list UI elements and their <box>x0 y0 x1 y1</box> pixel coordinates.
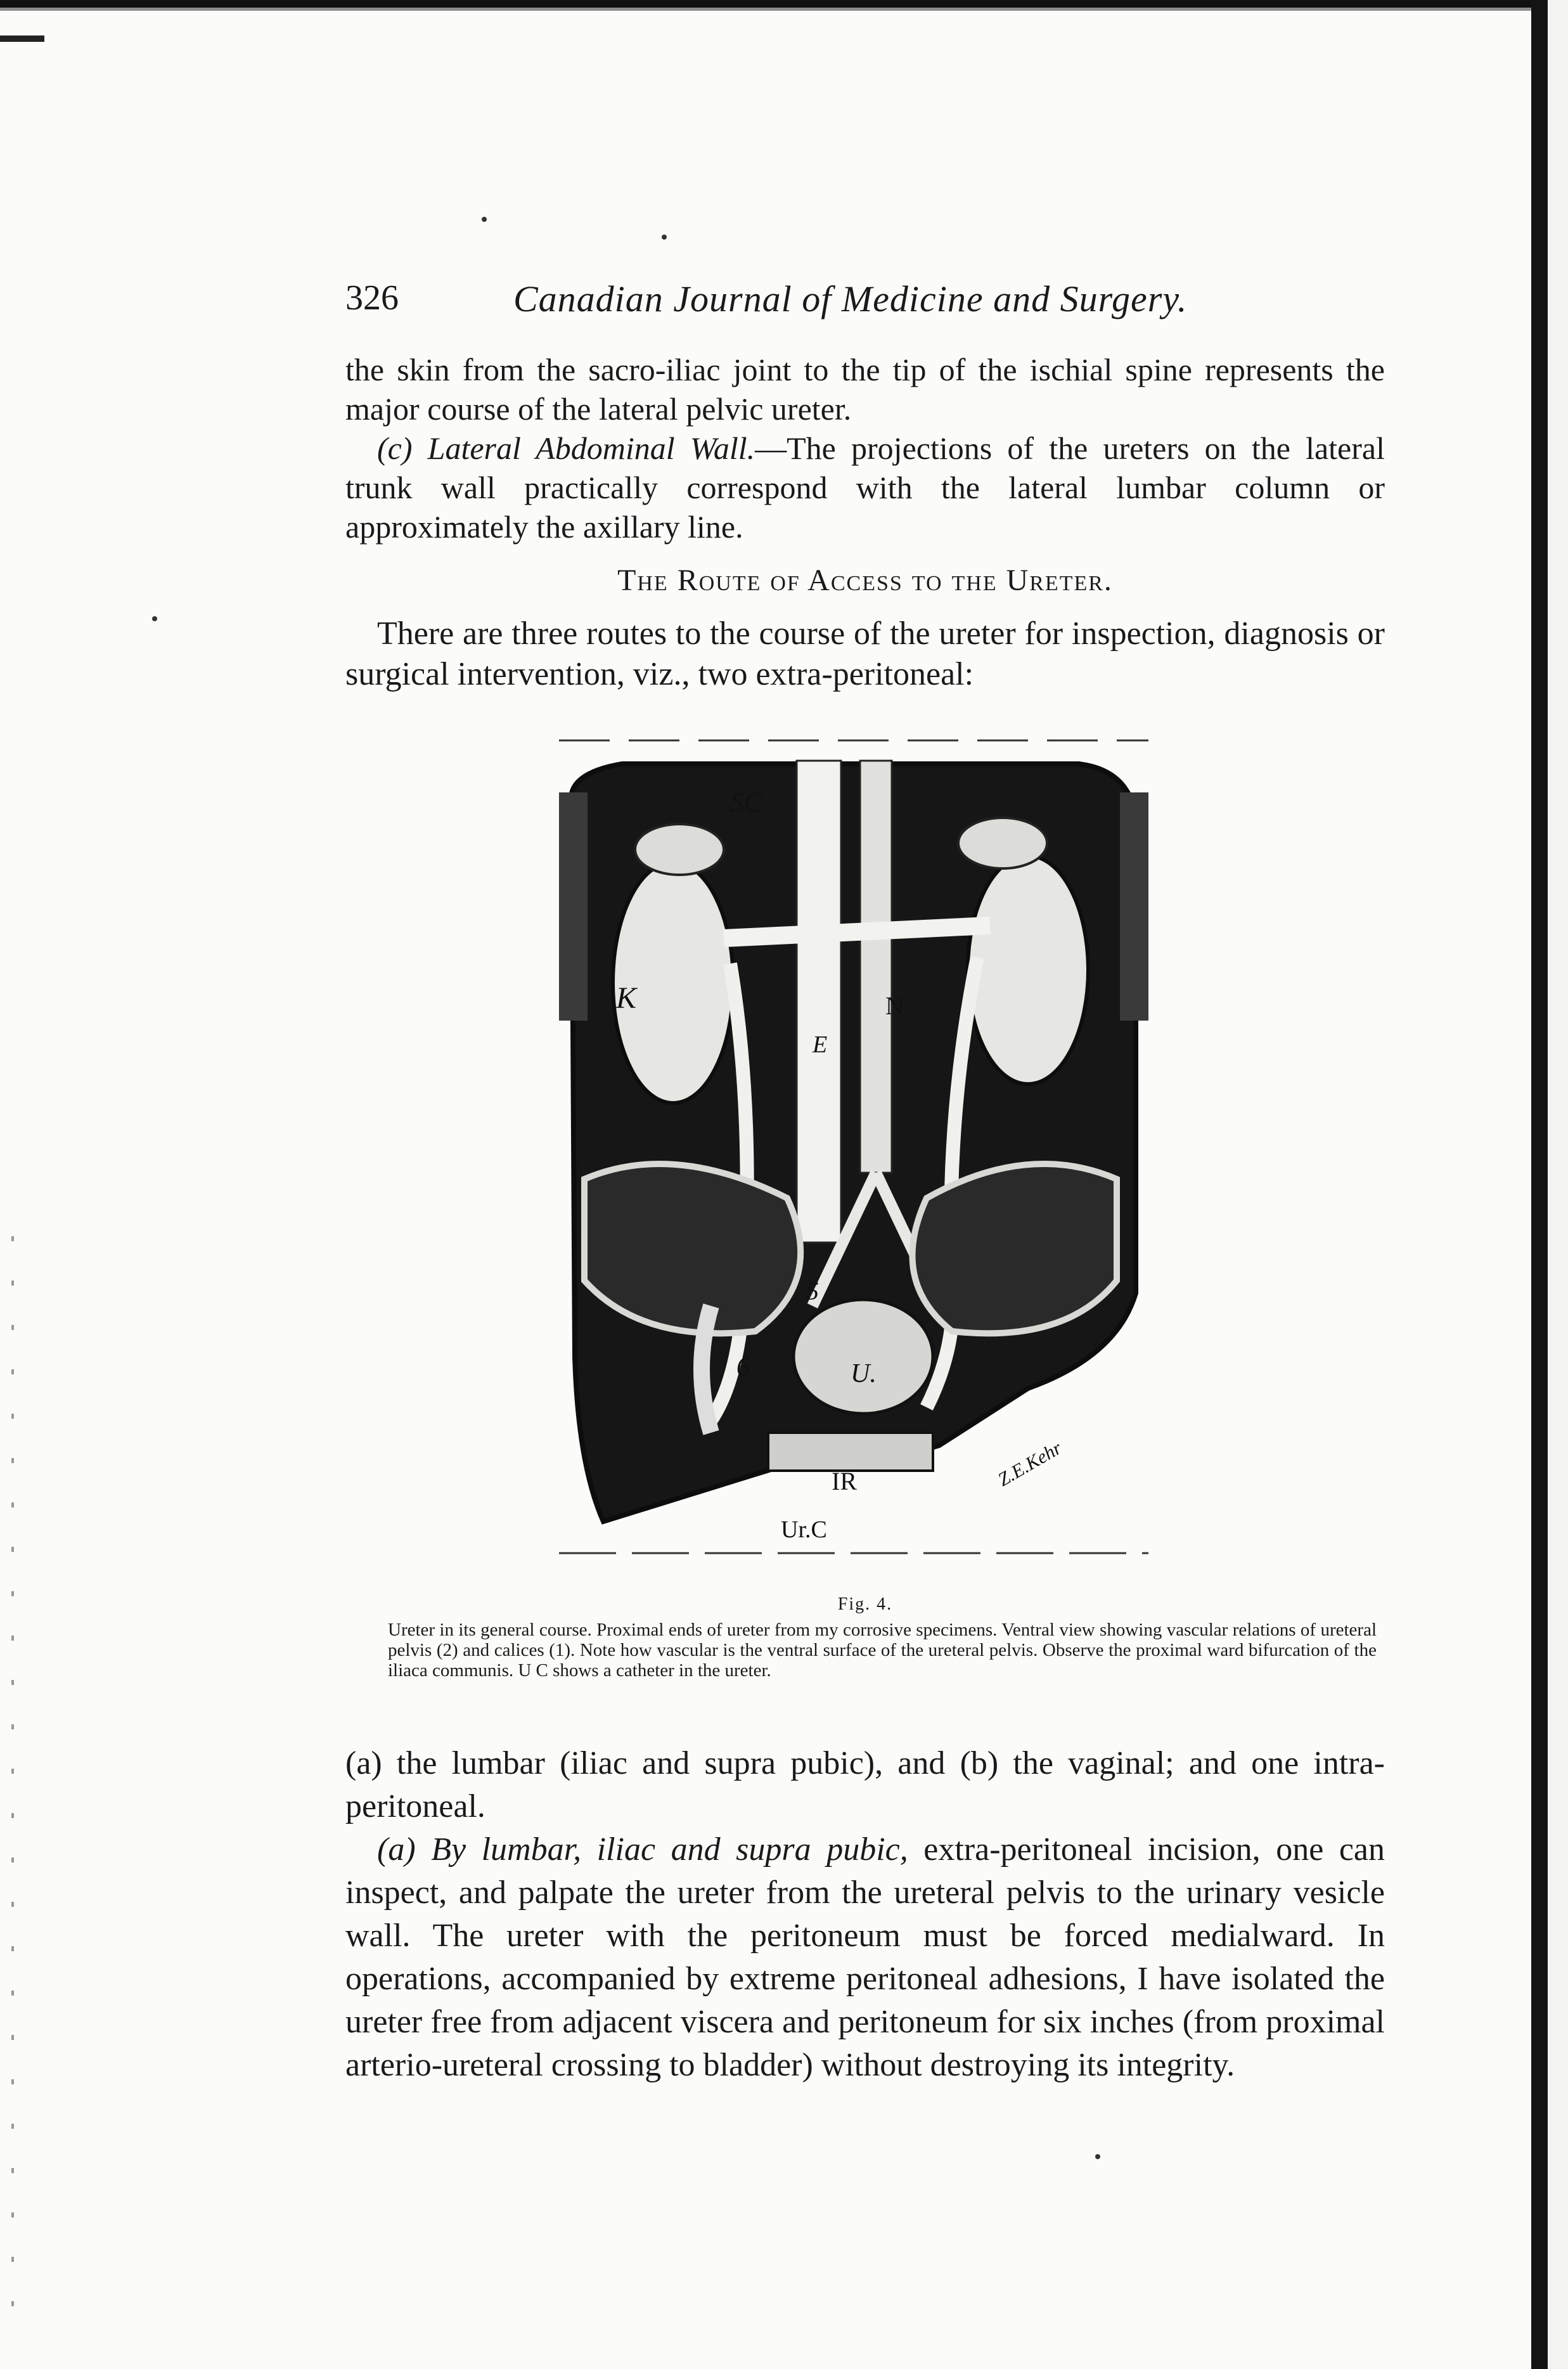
continued-paragraph: the skin from the sacro-iliac joint to the tip of the ischial spine represents the major course of the lateral pelvic ureter. <box>345 352 1385 427</box>
scan-gutter-marks <box>11 1236 14 2346</box>
scan-edge-shadow <box>0 8 1568 11</box>
scan-speck <box>662 235 667 240</box>
artist-signature: Z.E.Kehr <box>994 1437 1065 1491</box>
paragraph-c <box>345 429 1385 546</box>
intro-paragraph-text: There are three routes to the course of the ureter for inspection, diagnosis or surgical intervention, viz., two extra-peritoneal: <box>345 616 1385 692</box>
running-header <box>345 278 1359 328</box>
paragraph-a-label: (a) By lumbar, iliac and supra pubic, <box>377 1831 908 1868</box>
right-body-wall <box>1120 792 1148 1021</box>
label-6: 6 <box>736 1353 750 1382</box>
label-n: N <box>885 991 904 1020</box>
vena-cava <box>797 761 841 1243</box>
left-iliac-crest <box>584 1164 800 1333</box>
journal-title: Canadian Journal of Medicine and Surgery. <box>513 278 1188 320</box>
paragraph-c-text: —The projections of the ureters on the lateral trunk wall practically correspond with the lateral lumbar column or approximately the axillary line. <box>345 430 1385 545</box>
intro-paragraph <box>345 614 1385 695</box>
right-kidney <box>968 856 1088 1084</box>
left-body-wall <box>559 792 588 1021</box>
label-5: 5 <box>806 1277 819 1305</box>
scan-edge-right <box>1531 0 1548 2369</box>
figure-label: Fig. 4. <box>837 1594 893 1614</box>
label-sc: SC <box>730 787 763 818</box>
bladder <box>794 1300 933 1414</box>
catheter <box>702 1306 711 1433</box>
scan-edge-top <box>0 0 1568 8</box>
scan-speck <box>152 616 157 621</box>
section-heading: The Route of Access to the Ureter. <box>617 564 1113 597</box>
label-u: U. <box>851 1359 877 1388</box>
text-block-top <box>345 350 1385 546</box>
figure-caption: Ureter in its general course. Proximal ends of ureter from my corrosive specimens. Ventral view showing vascular relations of ureteral pelvis (2) and calices (1). Note how vascular is the ventral surface of the ureteral pelvis. Observe the proximal ward bifurcation of the iliaca communis. U C shows a catheter in the ureter. <box>388 1620 1377 1681</box>
ureter-illustration <box>546 735 1161 1566</box>
label-k: K <box>616 981 637 1015</box>
text-block-bottom <box>345 1742 1385 2087</box>
scan-speck <box>1095 2154 1100 2159</box>
pelvic-floor <box>768 1433 933 1471</box>
scan-corner-mark <box>0 36 44 42</box>
label-ir: IR <box>832 1467 857 1495</box>
label-urc: Ur.C <box>781 1516 827 1543</box>
right-suprarenal <box>958 818 1047 868</box>
paragraph-c-label: (c) Lateral Abdominal Wall. <box>377 430 755 466</box>
paragraph-a-text: extra-peritoneal incision, one can inspect, and palpate the ureter from the ureteral pelvis to the urinary vesicle wall. The ureter with the peritoneum must be forced medialward. In operations, accompanied by extreme peritoneal adhesions, I have isolated the ureter free from adjacent viscera and peritoneum for six inches (from proximal arterio-ureteral crossing to bladder) without destroying its integrity. <box>345 1831 1385 2083</box>
paragraph-a <box>345 1828 1385 2087</box>
routes-paragraph: (a) the lumbar (iliac and supra pubic), and (b) the vaginal; and one intra-peritoneal. <box>345 1745 1385 1824</box>
renal-vessels <box>724 926 990 938</box>
scan-margin-right <box>1548 0 1568 2369</box>
scan-speck <box>482 217 487 222</box>
aorta <box>860 761 892 1173</box>
right-iliac-crest <box>913 1164 1117 1333</box>
anatomical-figure <box>546 735 1161 1566</box>
left-suprarenal <box>635 824 724 875</box>
page-number: 326 <box>345 278 399 318</box>
label-e: E <box>813 1031 828 1058</box>
